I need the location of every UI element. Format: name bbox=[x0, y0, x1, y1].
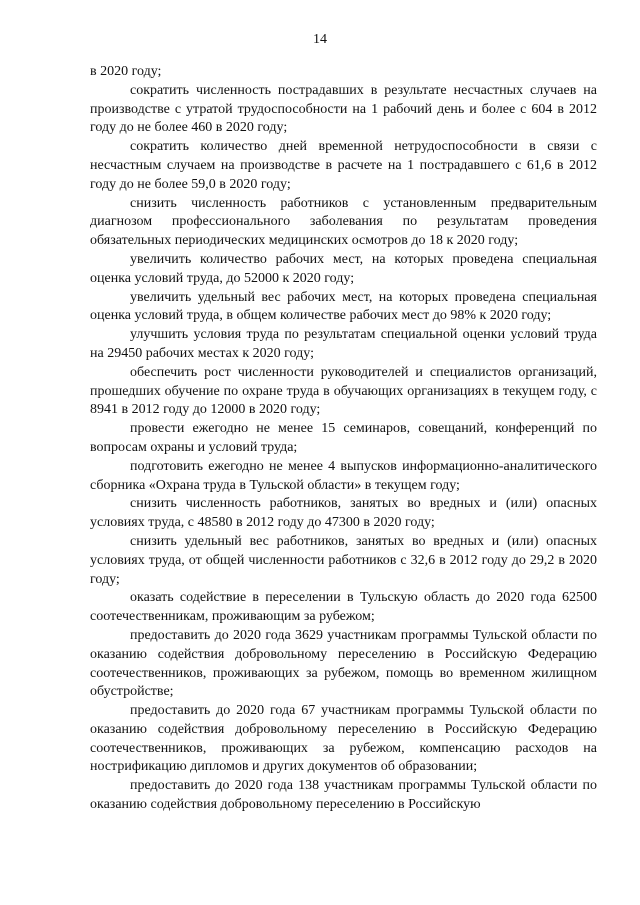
paragraph: провести ежегодно не менее 15 семинаров, совещаний, конференций по вопросам охраны и условий труда; bbox=[90, 421, 597, 455]
paragraph: предоставить до 2020 года 67 участникам программы Тульской области по оказанию содействия добровольному переселению в Российскую Федерацию соотечественников, проживающих за рубежом, компенсацию расходов на нострификацию дипломов и других документов об образовании; bbox=[90, 703, 597, 775]
paragraph: увеличить удельный вес рабочих мест, на которых проведена специальная оценка условий труда, в общем количестве рабочих мест до 98% к 2020 году; bbox=[90, 289, 597, 324]
paragraph: увеличить количество рабочих мест, на которых проведена специальная оценка условий труда, до 52000 к 2020 году; bbox=[90, 251, 597, 286]
paragraph: в 2020 году; bbox=[90, 64, 162, 79]
paragraph: сократить численность пострадавших в результате несчастных случаев на производстве с утратой трудоспособности на 1 рабочий день и более с 604 в 2012 году до не более 460 в 2020 году; bbox=[90, 82, 597, 136]
paragraph: подготовить ежегодно не менее 4 выпусков информационно-аналитического сборника «Охрана труда в Тульской области» в текущем году; bbox=[90, 458, 597, 493]
paragraph: сократить количество дней временной нетрудоспособности в связи с несчастным случаем на производстве в расчете на 1 пострадавшего с 61,6 в 2012 году до не более 59,0 в 2020 году; bbox=[90, 139, 597, 192]
paragraph: снизить численность работников, занятых во вредных и (или) опасных условиях труда, с 48580 в 2012 году до 47300 в 2020 году; bbox=[90, 496, 597, 531]
paragraph: обеспечить рост численности руководителей и специалистов организаций, прошедших обучение по охране труда в обучающих организациях в текущем году, с 8941 в 2012 году до 12000 в 2020 году; bbox=[90, 364, 597, 418]
paragraph: снизить численность работников с установленным предварительным диагнозом профессионального заболевания по результатам проведения обязательных периодических медицинских осмотров до 18 к 2020 году; bbox=[90, 195, 597, 249]
paragraph: предоставить до 2020 года 3629 участникам программы Тульской области по оказанию содействия добровольному переселению в Российскую Федерацию соотечественников, проживающих за рубежом, помощь во временном жилищном обустройстве; bbox=[90, 627, 597, 700]
paragraph: оказать содействие в переселении в Тульскую область до 2020 года 62500 соотечественникам, проживающим за рубежом; bbox=[90, 590, 597, 625]
document-body bbox=[90, 63, 597, 815]
paragraph: снизить удельный вес работников, занятых во вредных и (или) опасных условиях труда, от общей численности работников с 32,6 в 2012 году до 29,2 в 2020 году; bbox=[90, 533, 597, 587]
page-number: 14 bbox=[313, 32, 327, 47]
paragraph: улучшить условия труда по результатам специальной оценки условий труда на 29450 рабочих местах к 2020 году; bbox=[90, 327, 597, 361]
paragraph: предоставить до 2020 года 138 участникам программы Тульской области по оказанию содействия добровольному переселению в Российскую bbox=[90, 778, 597, 813]
